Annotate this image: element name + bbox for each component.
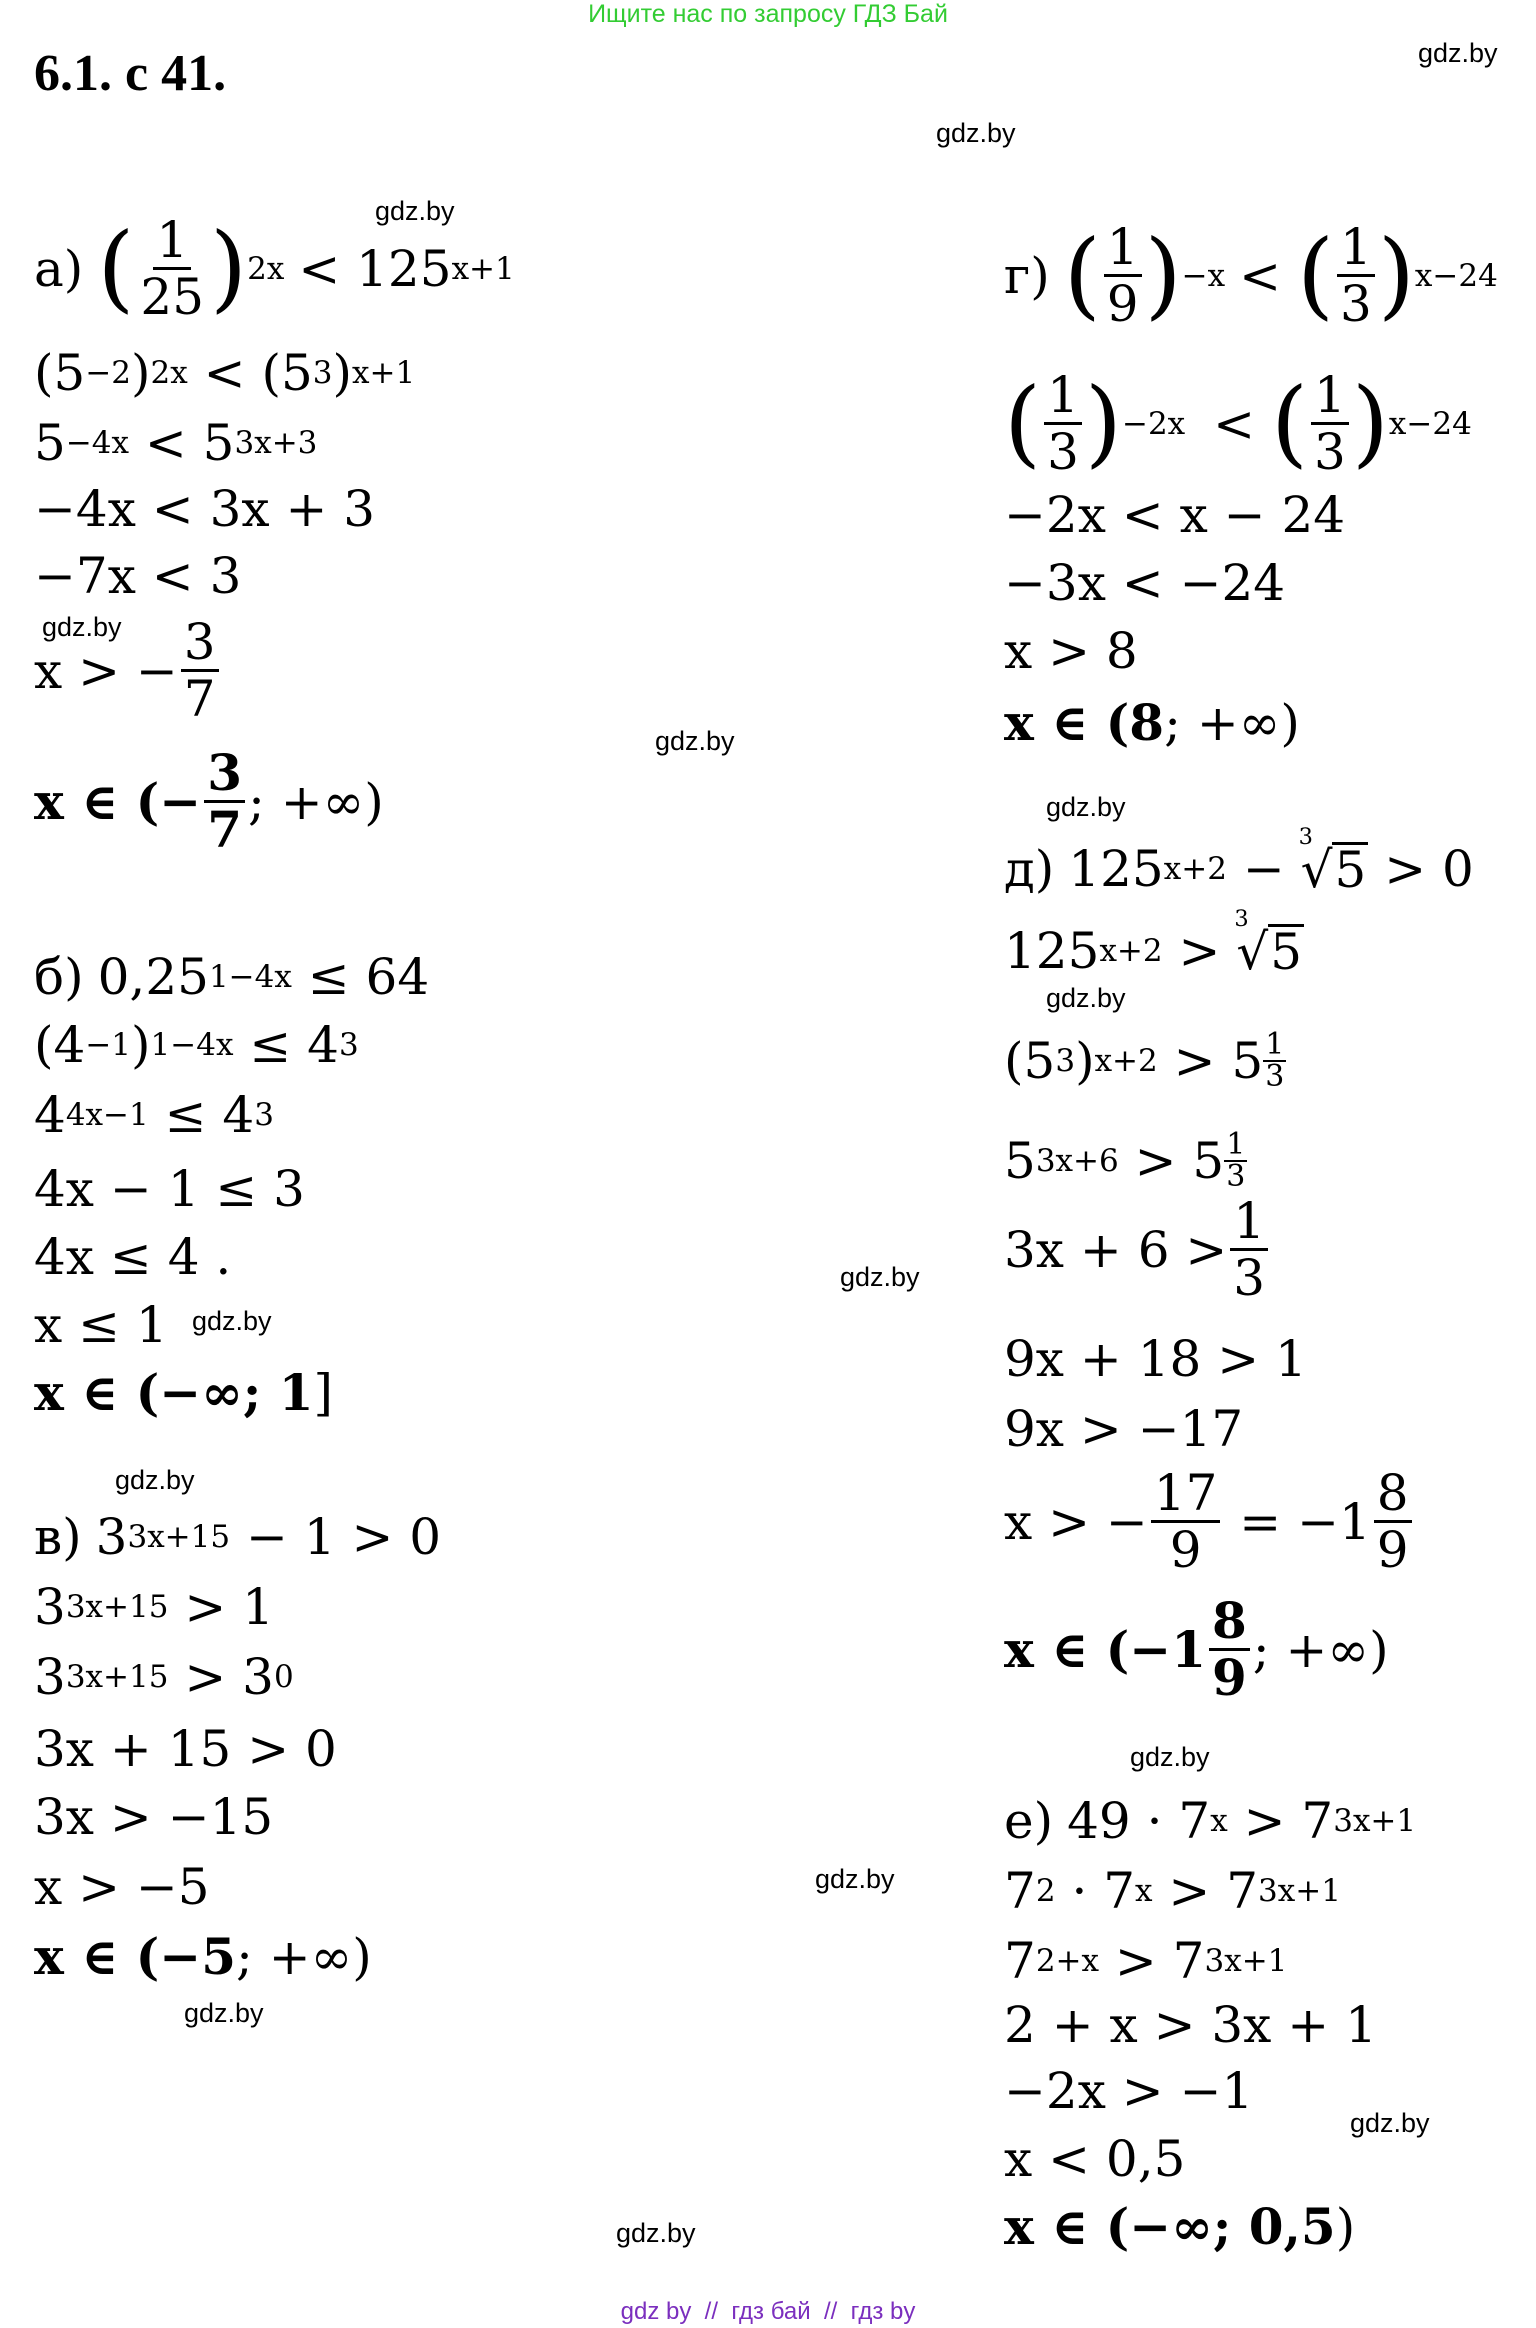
watermark: gdz.by bbox=[840, 1262, 920, 1292]
cube-root: 3 √5 bbox=[1234, 906, 1302, 981]
cube-root: 3 √5 bbox=[1298, 824, 1367, 899]
watermark: gdz.by bbox=[115, 1465, 195, 1495]
part-v-answer: x ∈ (− 5 ; +∞) bbox=[34, 1927, 372, 1986]
part-d-line-3: (5 3 ) x+2 > 5 $\frac{1}{3}$ bbox=[1004, 1027, 1285, 1094]
part-d-line-2: 125 x+2 > 3 √5 bbox=[1004, 906, 1302, 981]
part-b-line-5: 4x ≤ 4 . bbox=[34, 1228, 232, 1286]
part-g-line-3: −2x < x − 24 bbox=[1004, 486, 1346, 544]
part-g-line-5: x > 8 bbox=[1004, 622, 1138, 680]
part-g-answer: x ∈ ( 8 ; +∞) bbox=[1004, 693, 1300, 752]
part-d-answer: x ∈ (−1 $\frac{8}{9}$ ; +∞) bbox=[1004, 1591, 1389, 1707]
part-d-line-8: x > − $\frac{17}{9}$ = −1 $\frac{8}{9}$ bbox=[1004, 1468, 1415, 1575]
watermark: gdz.by bbox=[1130, 1742, 1210, 1772]
watermark: gdz.by bbox=[1046, 983, 1126, 1013]
part-b-line-1: б) 0,25 1−4x ≤ 64 bbox=[34, 948, 430, 1006]
watermark: gdz.by bbox=[815, 1864, 895, 1894]
part-g-line-2: ( $\frac{1}{3}$ ) −2x < ( $\frac{1}{3}$ ) x−24 bbox=[1004, 366, 1472, 481]
watermark: gdz.by bbox=[616, 2218, 696, 2248]
part-a-line-5: −7x < 3 bbox=[34, 547, 242, 605]
part-d-line-6: 9x + 18 > 1 bbox=[1004, 1330, 1307, 1388]
part-e-line-1: е) 49 · 7 x > 7 3x+1 bbox=[1004, 1792, 1417, 1850]
part-v-line-2: 3 3x+15 > 1 bbox=[34, 1578, 274, 1636]
watermark: gdz.by bbox=[184, 1998, 264, 2028]
part-g-line-1: г) ( $\frac{1}{9}$ ) −x < ( $\frac{1}{3}$ ) x−24 bbox=[1004, 218, 1498, 333]
watermark: gdz.by bbox=[192, 1306, 272, 1336]
part-a-line-1: а) ( $\frac{1}{25}$ ) 2x < 125 x+1 bbox=[34, 211, 515, 326]
part-b-line-6: x ≤ 1 bbox=[34, 1296, 168, 1354]
part-e-line-5: −2x > −1 bbox=[1004, 2062, 1254, 2120]
watermark: gdz.by bbox=[1350, 2108, 1430, 2138]
part-v-line-3: 3 3x+15 > 3 0 bbox=[34, 1648, 294, 1706]
search-banner[interactable]: Ищите нас по запросу ГДЗ Бай bbox=[588, 0, 948, 28]
part-b-line-3: 4 4x−1 ≤ 4 3 bbox=[34, 1086, 274, 1144]
part-a-line-2: (5 −2 ) 2x < (5 3 ) x+1 bbox=[34, 344, 416, 402]
page-title: 6.1. с 41. bbox=[34, 45, 227, 102]
part-d-line-7: 9x > −17 bbox=[1004, 1400, 1244, 1458]
part-d-line-1: д) 125 x+2 − 3 √5 > 0 bbox=[1004, 824, 1474, 899]
part-v-line-4: 3x + 15 > 0 bbox=[34, 1720, 337, 1778]
part-b-answer: x ∈ (−∞; 1 ] bbox=[34, 1363, 334, 1422]
part-v-line-6: x > −5 bbox=[34, 1858, 210, 1916]
part-e-line-2: 7 2 · 7 x > 7 3x+1 bbox=[1004, 1862, 1341, 1920]
part-v-line-1: в) 3 3x+15 − 1 > 0 bbox=[34, 1508, 442, 1566]
part-b-line-2: (4 −1 ) 1−4x ≤ 4 3 bbox=[34, 1016, 359, 1074]
part-e-answer: x ∈ (−∞; 0,5 ) bbox=[1004, 2197, 1356, 2256]
footer-links[interactable]: gdz by // гдз бай // гдз by bbox=[620, 2298, 916, 2325]
fraction: $\frac{1}{25}$ bbox=[140, 211, 205, 326]
part-a-answer: x ∈ (− $\frac{3}{7}$ ; +∞) bbox=[34, 743, 384, 859]
watermark: gdz.by bbox=[1418, 38, 1498, 68]
part-d-line-5: 3x + 6 > $\frac{1}{3}$ bbox=[1004, 1196, 1271, 1303]
part-g-line-4: −3x < −24 bbox=[1004, 554, 1286, 612]
part-e-line-3: 7 2+x > 7 3x+1 bbox=[1004, 1932, 1288, 1990]
part-e-line-4: 2 + x > 3x + 1 bbox=[1004, 1996, 1377, 2054]
watermark: gdz.by bbox=[936, 118, 1016, 148]
part-b-line-4: 4x − 1 ≤ 3 bbox=[34, 1160, 305, 1218]
watermark: gdz.by bbox=[655, 726, 735, 756]
part-a-line-3: 5 −4x < 5 3x+3 bbox=[34, 414, 318, 472]
part-v-line-5: 3x > −15 bbox=[34, 1788, 274, 1846]
watermark: gdz.by bbox=[42, 612, 122, 642]
watermark: gdz.by bbox=[1046, 792, 1126, 822]
watermark: gdz.by bbox=[375, 196, 455, 226]
part-e-line-6: x < 0,5 bbox=[1004, 2130, 1186, 2188]
part-a-line-4: −4x < 3x + 3 bbox=[34, 480, 376, 538]
part-a-line-6: x > − $\frac{3}{7}$ bbox=[34, 617, 222, 724]
part-d-line-4: 5 3x+6 > 5 $\frac{1}{3}$ bbox=[1004, 1127, 1246, 1194]
